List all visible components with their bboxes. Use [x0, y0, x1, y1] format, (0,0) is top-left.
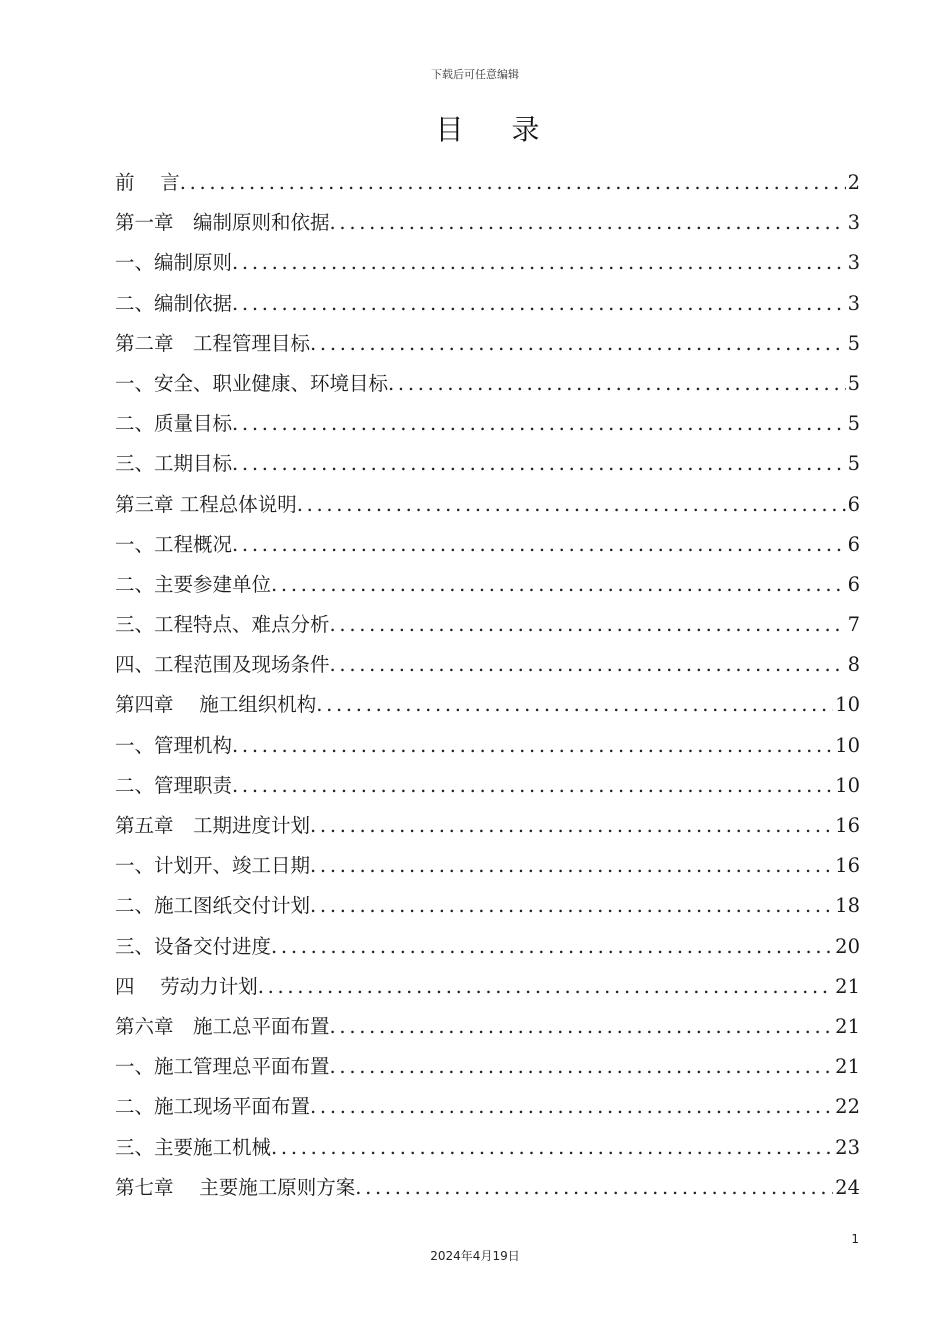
toc-dot-leader: [310, 1087, 833, 1127]
toc-entry[interactable]: [115, 967, 860, 1007]
page-header: 下载后可任意编辑: [431, 68, 519, 81]
toc-entry[interactable]: [115, 525, 860, 565]
toc-entry-label: 前 言: [115, 171, 180, 194]
toc-dot-leader: [310, 806, 833, 846]
toc-dot-leader: [297, 485, 846, 525]
toc-entry-page: 5: [847, 331, 860, 355]
toc-entry-page: 5: [847, 412, 860, 436]
toc-entry-page: 22: [835, 1095, 860, 1119]
toc-entry-label: 第七章 主要施工原则方案: [115, 1175, 356, 1199]
toc-entry-label: 第五章 工期进度计划: [115, 814, 311, 837]
page-footer-date: 2024年4月19日: [430, 1249, 520, 1263]
toc-entry[interactable]: [115, 243, 860, 283]
toc-entry-label: 四、工程范围及现场条件: [115, 653, 330, 677]
toc-entry-page: 6: [847, 492, 860, 516]
toc-entry-page: 6: [847, 532, 860, 556]
toc-entry-page: 3: [847, 251, 860, 275]
toc-dot-leader: [232, 766, 833, 806]
toc-entry[interactable]: [115, 364, 860, 404]
toc-entry-page: 3: [847, 291, 860, 315]
toc-title: [0, 108, 950, 148]
toc-entry-page: 5: [847, 452, 860, 476]
toc-entry-label: 一、安全、职业健康、环境目标: [115, 371, 389, 395]
toc-title-char-2: 录: [511, 113, 540, 146]
toc-dot-leader: [180, 163, 846, 203]
toc-entry-label: 第一章 编制原则和依据: [115, 211, 330, 235]
toc-entry-label: 三、工程特点、难点分析: [115, 613, 330, 637]
toc-entry-label: 一、工程概况: [115, 532, 233, 556]
toc-entry-label: 二、施工图纸交付计划: [115, 894, 311, 918]
toc-entry[interactable]: [115, 806, 860, 846]
toc-dot-leader: [330, 1007, 834, 1047]
toc-entry[interactable]: [115, 685, 860, 725]
toc-dot-leader: [330, 605, 846, 645]
toc-entry-page: 20: [835, 934, 860, 958]
toc-entry-label: 二、施工现场平面布置: [115, 1095, 311, 1119]
toc-entry-label: 三、主要施工机械: [115, 1135, 272, 1159]
toc-dot-leader: [316, 685, 833, 725]
toc-entry-label: 第六章 施工总平面布置: [115, 1014, 330, 1038]
toc-entry[interactable]: [115, 485, 860, 525]
toc-entry-page: 10: [835, 693, 860, 717]
toc-entry[interactable]: [115, 927, 860, 967]
toc-dot-leader: [258, 967, 833, 1007]
toc-entry-label: 第三章 工程总体说明: [115, 492, 297, 516]
toc-entry-page: 16: [835, 854, 860, 878]
toc-dot-leader: [310, 886, 833, 926]
toc-entry[interactable]: [115, 203, 860, 243]
toc-entry-page: 10: [835, 733, 860, 757]
toc-entry[interactable]: [115, 1047, 860, 1087]
toc-entry-page: 21: [835, 1055, 860, 1079]
toc-dot-leader: [232, 284, 846, 324]
toc-entry[interactable]: [115, 444, 860, 484]
toc-entry-page: 16: [835, 814, 860, 837]
toc-dot-leader: [232, 243, 846, 283]
toc-entry-label: 三、工期目标: [115, 452, 233, 476]
toc-entry-page: 6: [847, 572, 860, 596]
toc-dot-leader: [232, 525, 846, 565]
toc-dot-leader: [310, 324, 846, 364]
toc-dot-leader: [271, 927, 833, 967]
toc-entry-label: 二、编制依据: [115, 291, 233, 315]
toc-entry-label: 一、管理机构: [115, 733, 233, 757]
toc-entry-page: 5: [847, 371, 860, 395]
toc-entry-label: 二、质量目标: [115, 412, 233, 436]
toc-dot-leader: [310, 846, 833, 886]
toc-entry[interactable]: [115, 886, 860, 926]
toc-entry-page: 24: [835, 1175, 860, 1199]
toc-dot-leader: [388, 364, 846, 404]
toc-entry-page: 18: [835, 894, 860, 918]
toc-entry-label: 第二章 工程管理目标: [115, 331, 311, 355]
toc-dot-leader: [271, 1128, 833, 1168]
toc-entry-page: 21: [835, 974, 860, 998]
toc-entry-label: 四 劳动力计划: [115, 974, 258, 998]
toc-entry[interactable]: [115, 1168, 860, 1208]
toc-entry-page: 23: [835, 1135, 860, 1159]
page-number: 1: [851, 1232, 859, 1246]
toc-entry[interactable]: [115, 404, 860, 444]
toc-entry-label: 二、管理职责: [115, 773, 233, 797]
toc-entry[interactable]: [115, 605, 860, 645]
toc-entry-label: 一、编制原则: [115, 251, 233, 275]
toc-entry-page: 2: [847, 171, 860, 194]
toc-entry-page: 8: [847, 653, 860, 677]
toc-dot-leader: [232, 404, 846, 444]
toc-entry-label: 二、主要参建单位: [115, 572, 272, 596]
toc-dot-leader: [232, 726, 833, 766]
toc-dot-leader: [330, 1047, 834, 1087]
toc-dot-leader: [232, 444, 846, 484]
toc-entry-label: 三、设备交付进度: [115, 934, 272, 958]
toc-dot-leader: [355, 1168, 833, 1208]
toc-entry-page: 3: [847, 211, 860, 235]
toc-entry[interactable]: [115, 1128, 860, 1168]
toc-entry[interactable]: [115, 846, 860, 886]
toc-entry[interactable]: [115, 766, 860, 806]
toc-entry[interactable]: [115, 1087, 860, 1127]
toc-entry-label: 一、施工管理总平面布置: [115, 1055, 330, 1079]
toc-entry-page: 21: [835, 1014, 860, 1038]
toc-entry-page: 10: [835, 773, 860, 797]
toc-entry-label: 第四章 施工组织机构: [115, 693, 317, 717]
toc-entry[interactable]: [115, 726, 860, 766]
toc-dot-leader: [330, 645, 846, 685]
toc-entry[interactable]: [115, 1007, 860, 1047]
toc-entry-label: 一、计划开、竣工日期: [115, 854, 311, 878]
toc-entry[interactable]: [115, 565, 860, 605]
toc-dot-leader: [330, 203, 846, 243]
toc-dot-leader: [271, 565, 846, 605]
toc-title-char-1: 目: [435, 113, 464, 146]
toc-entry[interactable]: [115, 645, 860, 685]
toc-entry[interactable]: [115, 163, 860, 203]
toc-entry[interactable]: [115, 284, 860, 324]
toc-entry[interactable]: [115, 324, 860, 364]
toc-entry-page: 7: [847, 613, 860, 637]
toc-list: [115, 163, 860, 1208]
